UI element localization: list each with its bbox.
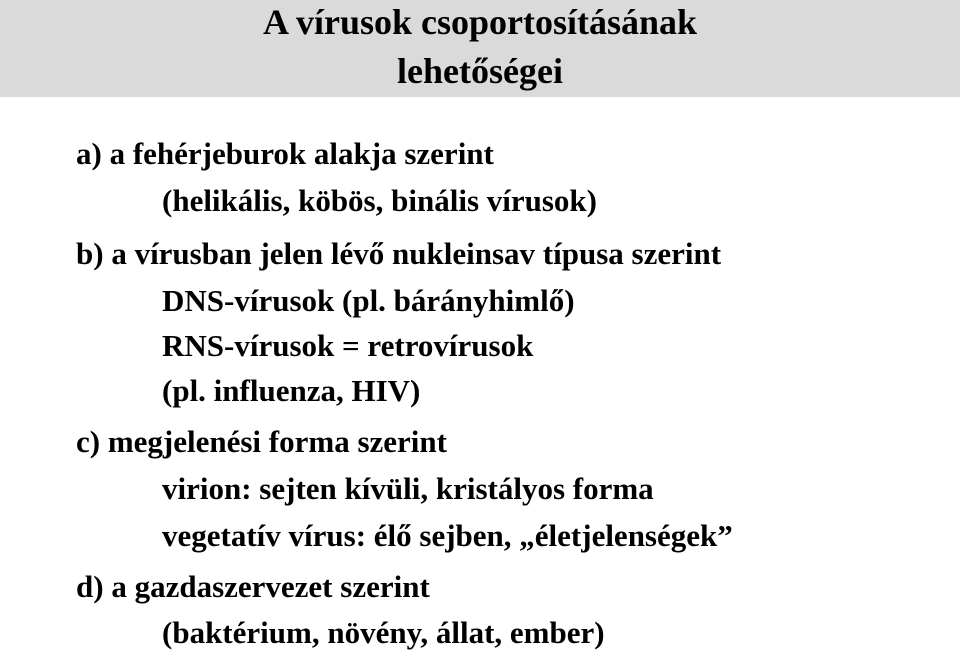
group-a-heading: a) a fehérjeburok alakja szerint — [76, 136, 494, 171]
page-title-line-1: A vírusok csoportosításának — [262, 2, 698, 42]
group-b-heading: b) a vírusban jelen lévő nukleinsav típusa szerint — [76, 236, 722, 271]
group-a-detail: (helikális, köbös, binális vírusok) — [162, 183, 597, 218]
group-c-detail-virion: virion: sejten kívüli, kristályos forma — [162, 471, 654, 506]
group-d-detail: (baktérium, növény, állat, ember) — [162, 615, 605, 650]
group-b-detail-dns: DNS-vírusok (pl. bárányhimlő) — [162, 283, 575, 318]
group-c-heading: c) megjelenési forma szerint — [76, 424, 447, 459]
group-b-detail-examples: (pl. influenza, HIV) — [162, 373, 421, 408]
group-d-heading: d) a gazdaszervezet szerint — [76, 569, 430, 604]
page-title-line-2: lehetőségei — [397, 51, 563, 91]
group-b-detail-rns: RNS-vírusok = retrovírusok — [162, 328, 534, 363]
title-band — [0, 0, 960, 97]
group-c-detail-vegetative: vegetatív vírus: élő sejben, „életjelenségek” — [162, 518, 733, 553]
